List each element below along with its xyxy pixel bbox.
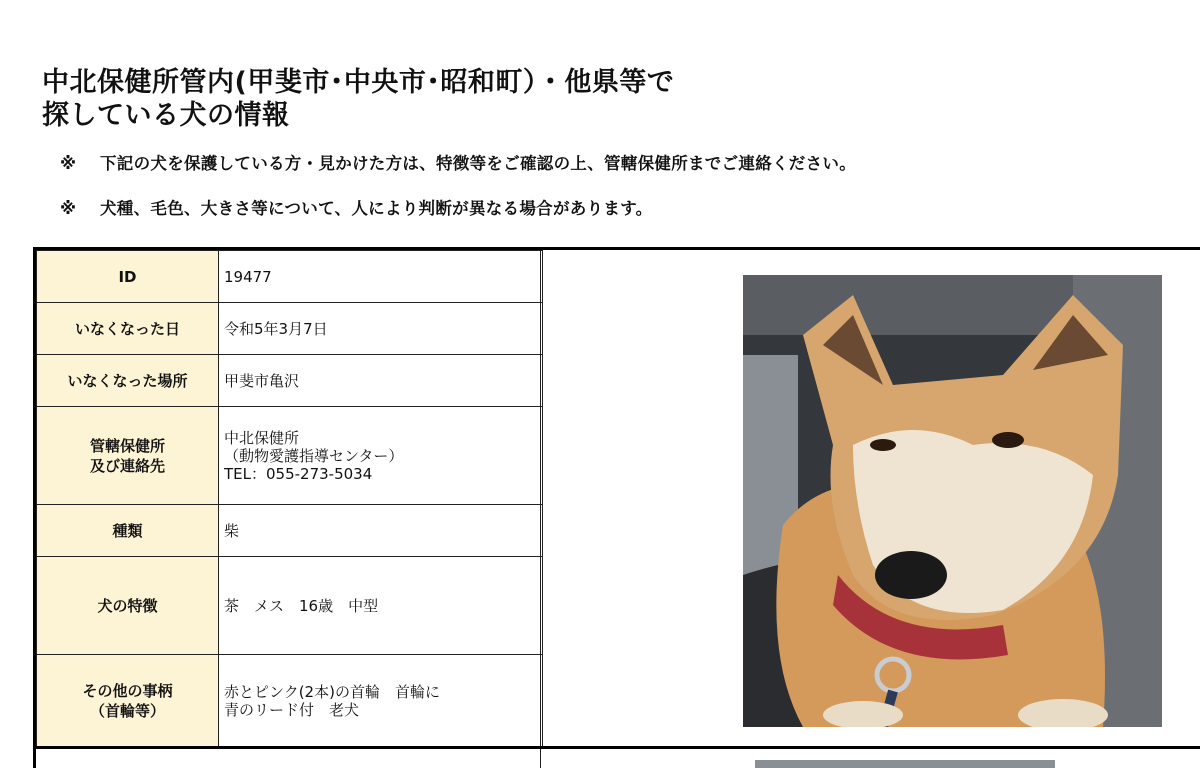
features-label: 犬の特徴: [37, 557, 219, 655]
notice-1-text: 下記の犬を保護している方・見かけた方は、特徴等をご確認の上、管轄保健所までご連絡ください。: [100, 154, 856, 173]
breed-label: 種類: [37, 505, 219, 557]
id-label: ID: [37, 251, 219, 303]
date-label: いなくなった日: [37, 303, 219, 355]
date-value: 令和5年3月7日: [219, 303, 543, 355]
contact-label: [37, 407, 219, 505]
notice-1-mark: ※: [60, 154, 77, 173]
row-other: [37, 655, 543, 747]
section-bottom-border: [36, 746, 1200, 749]
shiba-dog-illustration: [743, 275, 1162, 727]
row-date: [37, 303, 543, 355]
dog-photo: [743, 275, 1162, 727]
page-title: [42, 66, 674, 132]
row-features: [37, 557, 543, 655]
next-dog-photo-edge: [755, 760, 1055, 768]
row-id: [37, 251, 543, 303]
id-value: 19477: [219, 251, 543, 303]
row-breed: [37, 505, 543, 557]
breed-value: 柴: [219, 505, 543, 557]
dog-info-table: [36, 250, 543, 747]
other-label-line-1: その他の事柄: [82, 681, 173, 700]
notice-2-text: 犬種、毛色、大きさ等について、人により判断が異なる場合があります。: [100, 199, 653, 218]
other-value-line-2: 青のリード付 老犬: [224, 700, 360, 719]
other-value: [219, 655, 543, 747]
features-value: 茶 メス 16歳 中型: [219, 557, 543, 655]
contact-phone: TEL：055-273-5034: [224, 464, 373, 483]
other-value-line-1: 赤とピンク(2本)の首輪 首輪に: [224, 682, 440, 701]
other-label-line-2: （首輪等）: [89, 701, 165, 720]
contact-line-2: （動物愛護指導センター）: [224, 446, 404, 465]
contact-label-line-2: 及び連絡先: [89, 456, 165, 475]
column-divider: [540, 250, 541, 768]
place-label: いなくなった場所: [37, 355, 219, 407]
notice-2-mark: ※: [60, 199, 77, 218]
place-value: 甲斐市亀沢: [219, 355, 543, 407]
title-line-1: 中北保健所管内(甲斐市･中央市･昭和町）・他県等で: [42, 67, 675, 98]
title-line-2: 探している犬の情報: [42, 100, 290, 131]
row-contact: [37, 407, 543, 505]
other-label: [37, 655, 219, 747]
contact-value: [219, 407, 543, 505]
row-place: [37, 355, 543, 407]
contact-line-1: 中北保健所: [224, 428, 300, 447]
contact-label-line-1: 管轄保健所: [89, 436, 165, 455]
notice-1: [60, 150, 856, 174]
notice-2: [60, 195, 652, 219]
